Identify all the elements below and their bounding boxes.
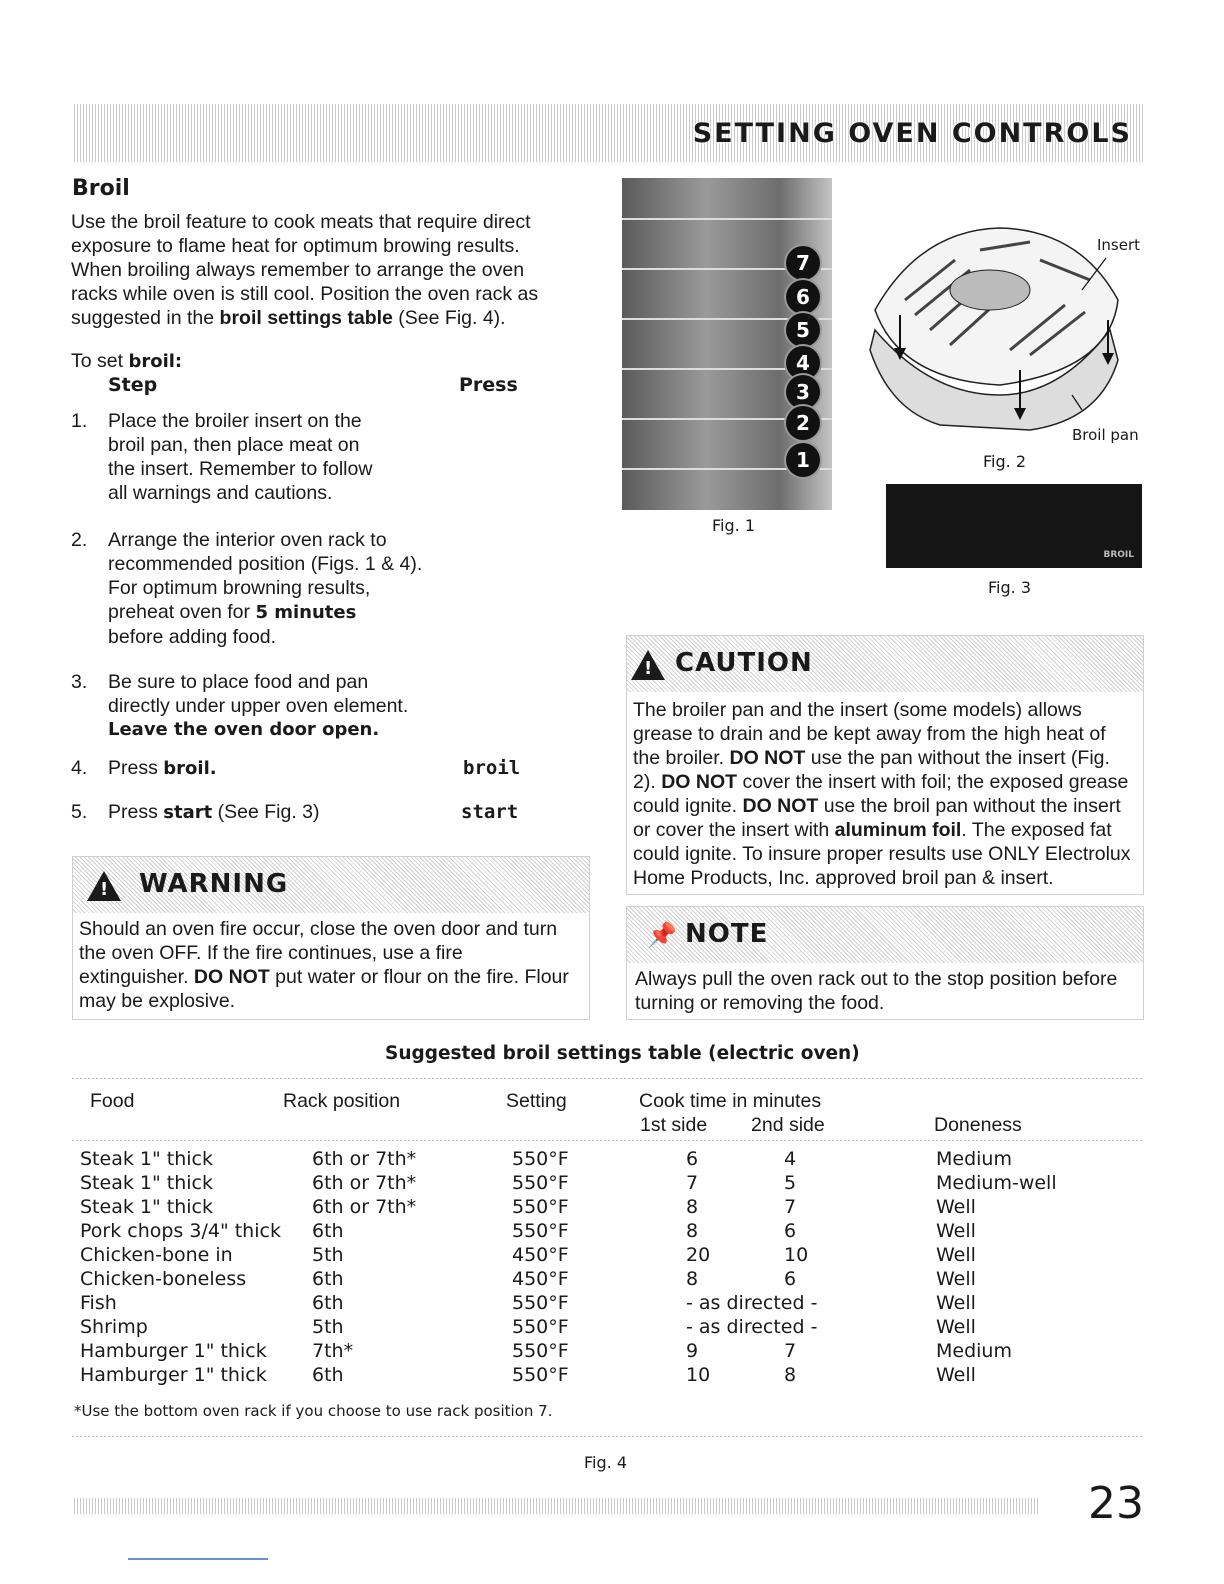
- control-panel-image: [886, 484, 1142, 568]
- bold-text: Leave the oven door open.: [108, 719, 380, 740]
- text: (See Fig. 4).: [392, 307, 506, 329]
- cell-cook-time-directed: - as directed -: [686, 1292, 818, 1314]
- pushpin-icon: 📌: [647, 921, 677, 949]
- cell-setting: 550°F: [512, 1220, 569, 1242]
- caution-icon: [631, 650, 665, 680]
- cell-rack: 5th: [312, 1316, 344, 1338]
- step-line: all warnings and cautions.: [108, 482, 333, 504]
- table-row: [72, 1292, 1144, 1316]
- fig-4-caption: Fig. 4: [584, 1453, 627, 1472]
- text: 2).: [633, 771, 662, 793]
- step-2: [71, 528, 451, 652]
- rack-position-3: 3: [786, 375, 820, 409]
- cell-rack: 5th: [312, 1244, 344, 1266]
- page-number: 23: [1088, 1478, 1144, 1529]
- text: extinguisher.: [79, 966, 194, 988]
- to-set-label: [71, 350, 182, 373]
- step-line: recommended position (Figs. 1 & 4).: [108, 553, 423, 575]
- caution-line: [633, 818, 1141, 842]
- bold-text: broil settings table: [219, 307, 393, 329]
- bold-text: DO NOT: [729, 747, 806, 769]
- rack-position-5: 5: [786, 313, 820, 347]
- caution-line: The broiler pan and the insert (some models) allows: [633, 699, 1082, 721]
- step-column-header: Step: [108, 374, 158, 396]
- step-line: the insert. Remember to follow: [108, 458, 373, 480]
- warning-title: WARNING: [139, 869, 289, 899]
- table-row: [72, 1172, 1144, 1196]
- bold-text: broil.: [163, 758, 217, 779]
- header-rack: Rack position: [283, 1090, 401, 1112]
- cell-doneness: Well: [936, 1364, 976, 1386]
- caution-line: grease to drain and be kept away from the high heat of: [633, 723, 1106, 745]
- note-line: Always pull the oven rack out to the stop position before: [635, 968, 1118, 990]
- cell-food: Steak 1" thick: [80, 1172, 213, 1194]
- text: Press: [108, 801, 164, 823]
- cell-doneness: Well: [936, 1196, 976, 1218]
- caution-title: CAUTION: [675, 648, 813, 678]
- warning-line: the oven OFF. If the fire continues, use a fire: [79, 942, 463, 964]
- warning-icon: [87, 871, 121, 901]
- note-text: [635, 967, 1141, 1015]
- cell-doneness: Medium: [936, 1340, 1012, 1362]
- warning-line: may be explosive.: [79, 990, 236, 1012]
- table-row: [72, 1316, 1144, 1340]
- table-row: [72, 1268, 1144, 1292]
- cell-food: Pork chops 3/4" thick: [80, 1220, 281, 1242]
- cell-doneness: Medium-well: [936, 1172, 1057, 1194]
- cell-setting: 550°F: [512, 1316, 569, 1338]
- cell-rack: 6th: [312, 1268, 344, 1290]
- table-row: [72, 1196, 1144, 1220]
- intro-line: exposure to flame heat for optimum browing results.: [71, 235, 520, 257]
- bold-text: DO NOT: [742, 795, 819, 817]
- header-cook-time: Cook time in minutes: [639, 1090, 822, 1112]
- cell-1st-side: 20: [686, 1244, 711, 1266]
- footer-bar: [72, 1498, 1038, 1514]
- step-number: 1.: [71, 410, 88, 432]
- cell-food: Hamburger 1" thick: [80, 1364, 267, 1386]
- intro-paragraph: [71, 210, 551, 330]
- cell-2nd-side: 7: [784, 1196, 797, 1218]
- cell-1st-side: 8: [686, 1268, 699, 1290]
- bold-text: aluminum foil: [834, 819, 962, 841]
- press-column-header: Press: [459, 374, 518, 396]
- cell-rack: 6th or 7th*: [312, 1148, 417, 1170]
- rack-position-4: 4: [786, 346, 820, 380]
- text: use the pan without the insert (Fig.: [805, 747, 1110, 769]
- cell-setting: 550°F: [512, 1364, 569, 1386]
- cell-doneness: Well: [936, 1244, 976, 1266]
- rack-position-2: 2: [786, 406, 820, 440]
- text: cover the insert with foil; the exposed grease: [737, 771, 1129, 793]
- rack-line: [622, 218, 832, 220]
- cell-2nd-side: 5: [784, 1172, 797, 1194]
- cell-2nd-side: 6: [784, 1220, 797, 1242]
- cell-1st-side: 10: [686, 1364, 711, 1386]
- fig-3-caption: Fig. 3: [988, 578, 1031, 597]
- warning-box: [72, 856, 590, 1020]
- cell-2nd-side: 8: [784, 1364, 797, 1386]
- step-line: Arrange the interior oven rack to: [108, 529, 387, 551]
- cell-food: Steak 1" thick: [80, 1148, 213, 1170]
- table-row: [72, 1364, 1144, 1388]
- cell-rack: 6th: [312, 1220, 344, 1242]
- cell-food: Chicken-boneless: [80, 1268, 247, 1290]
- rack-position-6: 6: [786, 280, 820, 314]
- caution-text: [633, 698, 1141, 890]
- cell-2nd-side: 4: [784, 1148, 797, 1170]
- cell-rack: 6th or 7th*: [312, 1172, 417, 1194]
- text: could ignite.: [633, 795, 743, 817]
- cell-setting: 550°F: [512, 1172, 569, 1194]
- cell-1st-side: 8: [686, 1220, 699, 1242]
- cell-rack: 6th or 7th*: [312, 1196, 417, 1218]
- text: . The exposed fat: [961, 819, 1112, 841]
- cell-2nd-side: 6: [784, 1268, 797, 1290]
- oven-rack-photo: [622, 178, 832, 510]
- rack-position-1: 1: [786, 443, 820, 477]
- step-line: broil pan, then place meat on: [108, 434, 360, 456]
- caution-line: [633, 794, 1141, 818]
- text: put water or flour on the fire. Flour: [269, 966, 569, 988]
- text: preheat oven for: [108, 601, 256, 623]
- header-1st-side: 1st side: [640, 1114, 708, 1136]
- header-food: Food: [90, 1090, 135, 1112]
- cell-doneness: Well: [936, 1292, 976, 1314]
- step-number: 3.: [71, 671, 88, 693]
- broil-key-label: BROIL: [1103, 550, 1134, 560]
- warning-line: [79, 965, 587, 989]
- table-row: [72, 1244, 1144, 1268]
- step-1: [71, 409, 431, 509]
- intro-line: Use the broil feature to cook meats that require direct: [71, 211, 531, 233]
- bold-text: DO NOT: [193, 966, 270, 988]
- caution-box: [626, 635, 1144, 895]
- cell-1st-side: 8: [686, 1196, 699, 1218]
- note-box: [626, 906, 1144, 1020]
- step-line: Be sure to place food and pan: [108, 671, 369, 693]
- cell-1st-side: 7: [686, 1172, 699, 1194]
- broil-pan-drawing: [860, 220, 1130, 450]
- text: or cover the insert with: [633, 819, 835, 841]
- note-title: NOTE: [685, 919, 769, 949]
- step-5: [71, 800, 431, 826]
- rack-position-7: 7: [786, 246, 820, 280]
- text: (See Fig. 3): [212, 801, 320, 823]
- cell-doneness: Well: [936, 1316, 976, 1338]
- press-start-key: start: [461, 801, 519, 823]
- caution-line: [633, 746, 1141, 770]
- cell-1st-side: 6: [686, 1148, 699, 1170]
- bold-text: broil:: [128, 351, 183, 372]
- step-line: For optimum browning results,: [108, 577, 371, 599]
- step-number: 4.: [71, 757, 88, 779]
- cell-setting: 550°F: [512, 1292, 569, 1314]
- cell-rack: 7th*: [312, 1340, 354, 1362]
- text: use the broil pan without the insert: [818, 795, 1121, 817]
- step-line: directly under upper oven element.: [108, 695, 409, 717]
- table-row: [72, 1220, 1144, 1244]
- table-footnote: *Use the bottom oven rack if you choose to use rack position 7.: [74, 1402, 553, 1420]
- warning-text: [79, 917, 587, 1013]
- table-top-rule: [72, 1078, 1144, 1079]
- header-2nd-side: 2nd side: [751, 1114, 825, 1136]
- cell-setting: 450°F: [512, 1244, 569, 1266]
- section-title: Broil: [72, 176, 130, 201]
- text: Press: [108, 757, 164, 779]
- cell-doneness: Well: [936, 1268, 976, 1290]
- caution-line: [633, 770, 1141, 794]
- step-line: before adding food.: [108, 626, 277, 648]
- cell-2nd-side: 10: [784, 1244, 809, 1266]
- footer-link-line: [128, 1558, 268, 1560]
- cell-food: Fish: [80, 1292, 117, 1314]
- broil-pan-label: Broil pan: [1072, 426, 1139, 444]
- header-setting: Setting: [506, 1090, 567, 1112]
- insert-label: Insert: [1097, 236, 1141, 254]
- text: the broiler.: [633, 747, 730, 769]
- fig-2-caption: Fig. 2: [983, 452, 1026, 471]
- intro-line: racks while oven is still cool. Position the oven rack as: [71, 283, 539, 305]
- table-row: [72, 1340, 1144, 1364]
- table-row: [72, 1148, 1144, 1172]
- cell-setting: 550°F: [512, 1340, 569, 1362]
- cell-food: Shrimp: [80, 1316, 148, 1338]
- cell-food: Steak 1" thick: [80, 1196, 213, 1218]
- cell-setting: 550°F: [512, 1196, 569, 1218]
- caution-line: could ignite. To insure proper results use ONLY Electrolux: [633, 843, 1131, 865]
- cell-cook-time-directed: - as directed -: [686, 1316, 818, 1338]
- text: To set: [71, 350, 129, 372]
- step-4: [71, 756, 431, 782]
- cell-rack: 6th: [312, 1364, 344, 1386]
- text: suggested in the: [71, 307, 220, 329]
- cell-2nd-side: 7: [784, 1340, 797, 1362]
- step-line: Place the broiler insert on the: [108, 410, 362, 432]
- cell-doneness: Well: [936, 1220, 976, 1242]
- cell-rack: 6th: [312, 1292, 344, 1314]
- caution-line: Home Products, Inc. approved broil pan & insert.: [633, 867, 1054, 889]
- note-line: turning or removing the food.: [635, 992, 885, 1014]
- page-header-title: SETTING OVEN CONTROLS: [692, 118, 1132, 149]
- table-title: Suggested broil settings table (electric oven): [385, 1043, 860, 1064]
- press-broil-key: broil: [463, 757, 521, 779]
- cell-food: Chicken-bone in: [80, 1244, 233, 1266]
- bold-text: DO NOT: [661, 771, 738, 793]
- step-line: [108, 600, 468, 625]
- warning-line: Should an oven fire occur, close the oven door and turn: [79, 918, 558, 940]
- step-3: [71, 670, 431, 746]
- table-bottom-rule: [72, 1436, 1144, 1437]
- step-number: 2.: [71, 529, 88, 551]
- step-number: 5.: [71, 801, 88, 823]
- bold-text: start: [163, 802, 213, 823]
- cell-setting: 450°F: [512, 1268, 569, 1290]
- header-doneness: Doneness: [934, 1114, 1022, 1136]
- intro-line: When broiling always remember to arrange the oven: [71, 259, 525, 281]
- table-header-rule: [72, 1140, 1144, 1141]
- fig-1-caption: Fig. 1: [712, 516, 755, 535]
- intro-line: [71, 306, 551, 330]
- cell-food: Hamburger 1" thick: [80, 1340, 267, 1362]
- cell-setting: 550°F: [512, 1148, 569, 1170]
- bold-text: 5 minutes: [255, 602, 357, 623]
- cell-1st-side: 9: [686, 1340, 699, 1362]
- cell-doneness: Medium: [936, 1148, 1012, 1170]
